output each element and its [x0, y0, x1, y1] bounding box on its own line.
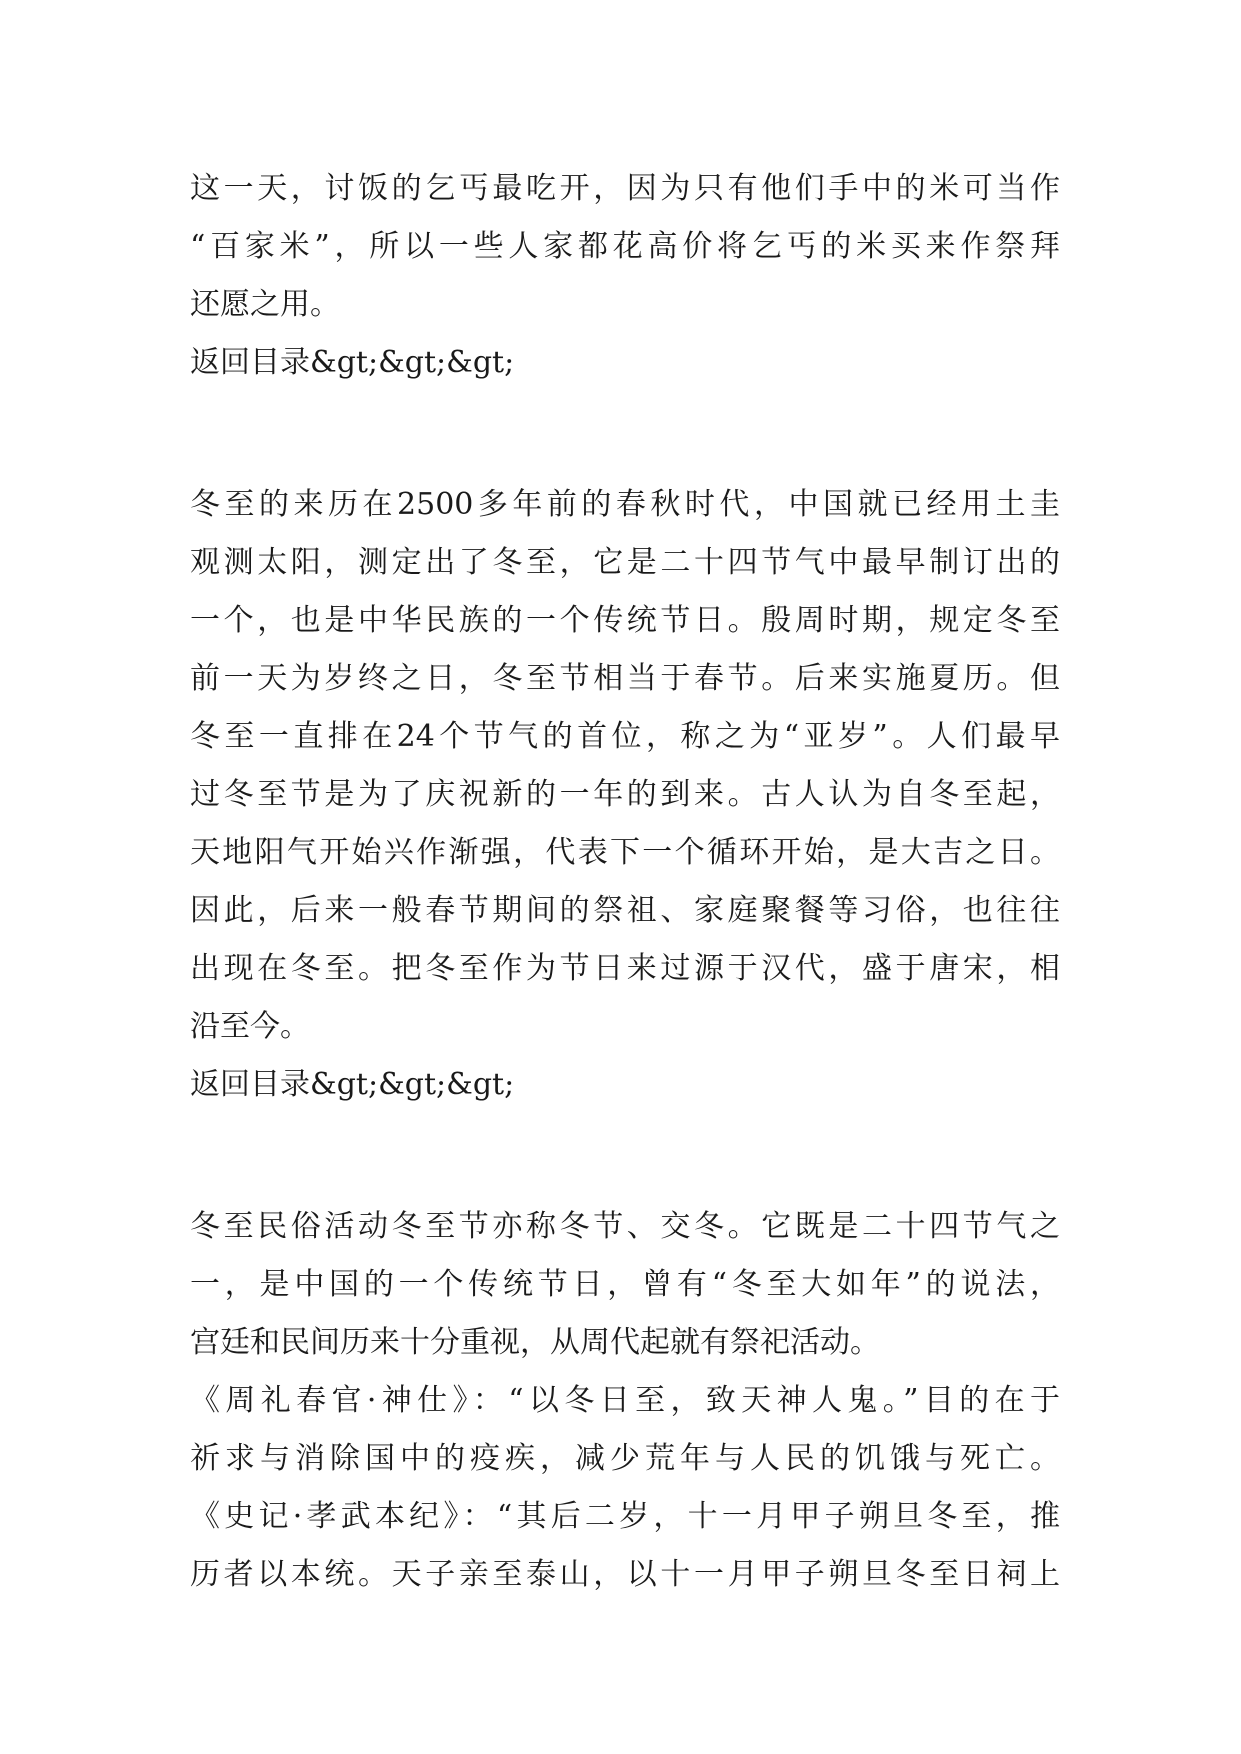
section-1: [190, 160, 1060, 392]
text-line: 出现在冬至。把冬至作为节日来过源于汉代，盛于唐宋，相: [190, 951, 1060, 986]
section-2: [190, 476, 1060, 1114]
text-line: 一个，也是中华民族的一个传统节日。殷周时期，规定冬至: [190, 603, 1060, 638]
text-line: 过冬至节是为了庆祝新的一年的到来。古人认为自冬至起，: [190, 777, 1060, 812]
text-line: 冬至的来历在2500多年前的春秋时代，中国就已经用土圭: [190, 487, 1060, 522]
text-line: 冬至民俗活动冬至节亦称冬节、交冬。它既是二十四节气之: [190, 1209, 1060, 1244]
section-gap: [190, 1114, 1060, 1198]
text-line: 《史记·孝武本纪》：“其后二岁，十一月甲子朔旦冬至，推: [190, 1499, 1060, 1534]
document-page: [190, 160, 1060, 1604]
return-to-toc-link[interactable]: 返回目录&gt;&gt;&gt;: [190, 345, 515, 380]
return-to-toc-link[interactable]: 返回目录&gt;&gt;&gt;: [190, 1067, 515, 1102]
text-line: 《周礼春官·神仕》：“以冬日至，致天神人鬼。”目的在于: [190, 1383, 1060, 1418]
text-line: 因此，后来一般春节期间的祭祖、家庭聚餐等习俗，也往往: [190, 893, 1060, 928]
text-line: 这一天，讨饭的乞丐最吃开，因为只有他们手中的米可当作: [190, 171, 1060, 206]
text-line: 祈求与消除国中的疫疾，减少荒年与人民的饥饿与死亡。: [190, 1441, 1060, 1476]
section-gap: [190, 392, 1060, 476]
text-line: 前一天为岁终之日，冬至节相当于春节。后来实施夏历。但: [190, 661, 1060, 696]
text-line: 沿至今。: [190, 1009, 310, 1044]
text-line: 观测太阳，测定出了冬至，它是二十四节气中最早制订出的: [190, 545, 1060, 580]
section-3: [190, 1198, 1060, 1604]
text-line: 天地阳气开始兴作渐强，代表下一个循环开始，是大吉之日。: [190, 835, 1060, 870]
text-line: 一，是中国的一个传统节日，曾有“冬至大如年”的说法，: [190, 1267, 1060, 1302]
text-line: 历者以本统。天子亲至泰山，以十一月甲子朔旦冬至日祠上: [190, 1557, 1060, 1592]
text-line: 宫廷和民间历来十分重视，从周代起就有祭祀活动。: [190, 1325, 880, 1360]
text-line: 冬至一直排在24个节气的首位，称之为“亚岁”。人们最早: [190, 719, 1060, 754]
text-line: “百家米”，所以一些人家都花高价将乞丐的米买来作祭拜: [190, 229, 1060, 264]
text-line: 还愿之用。: [190, 287, 340, 322]
